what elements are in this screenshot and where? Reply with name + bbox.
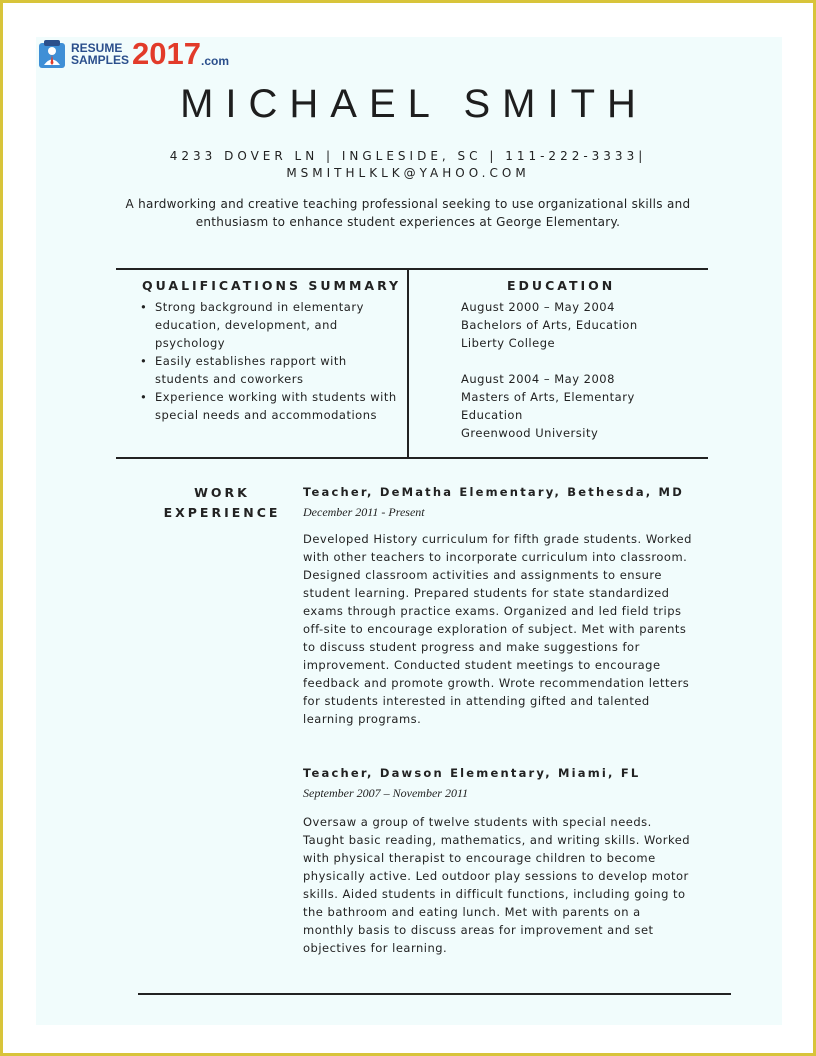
job-title: Teacher, DeMatha Elementary, Bethesda, MD (303, 485, 684, 499)
education-degree: Bachelors of Arts, Education (461, 318, 638, 332)
resume-clipboard-icon (37, 39, 67, 69)
qualifications-list (140, 298, 400, 424)
list-item: • Experience working with students with special needs and accommodations (140, 388, 400, 424)
divider-vertical (407, 268, 409, 458)
job-dates: December 2011 - Present (303, 505, 425, 519)
divider-middle (116, 457, 708, 459)
education-degree-cont: Education (461, 408, 523, 422)
education-dates: August 2004 – May 2008 (461, 372, 615, 386)
work-heading-line2: EXPERIENCE (163, 505, 281, 520)
divider-top (116, 268, 708, 270)
contact-info (0, 148, 816, 182)
job-title: Teacher, Dawson Elementary, Miami, FL (303, 766, 641, 780)
work-heading-line1: WORK (194, 485, 250, 500)
list-item: • Strong background in elementary education, development, and psychology (140, 298, 400, 352)
education-entry (461, 298, 701, 352)
education-degree: Masters of Arts, Elementary (461, 390, 635, 404)
education-entry (461, 370, 701, 442)
logo-text (71, 42, 129, 66)
site-logo[interactable] (37, 36, 229, 71)
education-school: Liberty College (461, 336, 556, 350)
education-dates: August 2000 – May 2004 (461, 300, 615, 314)
logo-line1: RESUME (71, 41, 123, 55)
contact-line1: 4233 DOVER LN | INGLESIDE, SC | 111-222-3333| (169, 149, 647, 163)
logo-line2: SAMPLES (71, 53, 130, 67)
work-experience-heading (140, 483, 304, 523)
qualifications-heading: QUALIFICATIONS SUMMARY (142, 278, 402, 293)
divider-bottom (138, 993, 731, 995)
objective-statement: A hardworking and creative teaching professional seeking to use organizational skills and enthusiasm to enhance student experiences at George Elementary. (125, 197, 691, 229)
job-description: Oversaw a group of twelve students with special needs. Taught basic reading, mathematics, and writing skills. Worked with physical therapist to encourage children to become physically active. Led outdoor play sessions to develop motor skills. Aided students in difficult functions, including going to the bathroom and eating lunch. Met with parents on a monthly basis to discuss areas for improvement and set objectives for learning. (303, 815, 691, 955)
contact-email: MSMITHLKLK@YAHOO.COM (286, 166, 530, 180)
job-dates: September 2007 – November 2011 (303, 786, 469, 800)
job-description: Developed History curriculum for fifth grade students. Worked with other teachers to incorporate curriculum into classroom. Designed classroom activities and assignments to ensure student learning. Prepared students for state standardized exams through practice exams. Organized and led field trips off-site to encourage exploration of subject. Met with parents to discuss student progress and make suggestions for improvement. Conducted student meetings to encourage feedback and promote growth. Wrote recommendation letters for students interested in attending gifted and talented learning programs. (303, 532, 692, 726)
education-heading: EDUCATION (507, 278, 616, 293)
logo-year: 2017 (132, 36, 201, 71)
candidate-name: MICHAEL SMITH (180, 82, 648, 126)
logo-suffix: .com (200, 54, 229, 68)
education-school: Greenwood University (461, 426, 599, 440)
list-item: • Easily establishes rapport with students and coworkers (140, 352, 400, 388)
